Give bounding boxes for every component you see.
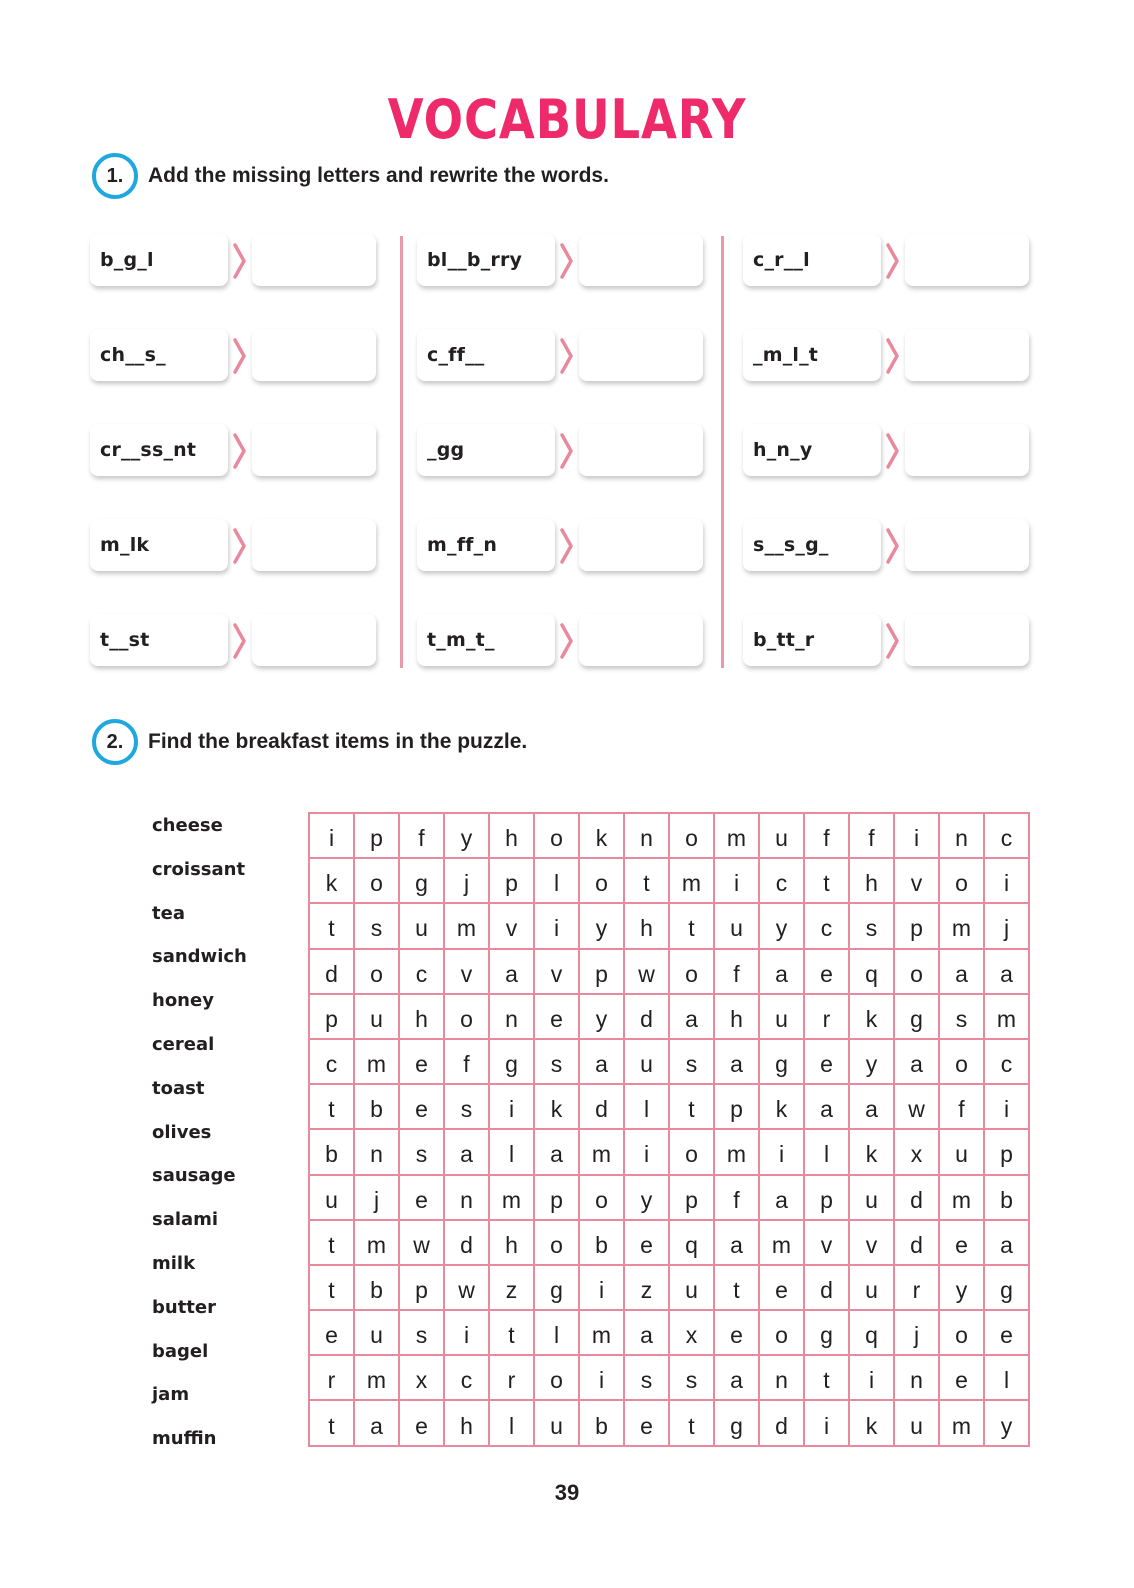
grid-cell[interactable]: p [310, 995, 355, 1040]
incomplete-word: _gg [417, 424, 555, 476]
grid-cell[interactable]: v [805, 1221, 850, 1266]
grid-cell[interactable]: v [895, 859, 940, 904]
word-list-item: jam [152, 1384, 190, 1406]
grid-cell[interactable]: e [310, 1311, 355, 1356]
grid-cell[interactable]: f [445, 1040, 490, 1085]
grid-cell[interactable]: f [715, 1176, 760, 1221]
grid-cell[interactable]: o [670, 950, 715, 995]
grid-cell[interactable]: s [400, 1311, 445, 1356]
word-list [152, 808, 282, 1465]
word-list-item: muffin [152, 1428, 217, 1450]
grid-cell[interactable]: u [310, 1176, 355, 1221]
grid-cell[interactable]: c [760, 859, 805, 904]
grid-cell[interactable]: l [490, 1401, 535, 1446]
grid-cell[interactable]: a [760, 950, 805, 995]
exercise-2-number: 2. [92, 719, 138, 765]
grid-cell[interactable]: l [535, 859, 580, 904]
grid-cell[interactable]: u [895, 1401, 940, 1446]
word-list-item: butter [152, 1296, 216, 1318]
grid-cell[interactable]: l [805, 1130, 850, 1175]
grid-cell[interactable]: r [895, 1266, 940, 1311]
grid-cell[interactable]: e [400, 1040, 445, 1085]
grid-cell[interactable]: o [580, 859, 625, 904]
grid-cell[interactable]: k [850, 1401, 895, 1446]
grid-cell[interactable]: o [760, 1311, 805, 1356]
chevron-right-icon [885, 528, 901, 564]
chevron-right-icon [885, 623, 901, 659]
grid-cell[interactable]: c [805, 904, 850, 949]
grid-cell[interactable]: o [445, 995, 490, 1040]
grid-cell[interactable]: d [895, 1176, 940, 1221]
grid-cell[interactable]: d [805, 1266, 850, 1311]
page-title: VOCABULARY [387, 88, 747, 151]
grid-cell[interactable]: p [715, 1085, 760, 1130]
grid-cell[interactable]: t [310, 1221, 355, 1266]
answer-box[interactable] [579, 519, 703, 571]
grid-cell[interactable]: i [625, 1130, 670, 1175]
grid-cell[interactable]: x [670, 1311, 715, 1356]
grid-cell[interactable]: z [625, 1266, 670, 1311]
grid-cell[interactable]: p [355, 814, 400, 859]
grid-cell[interactable]: u [400, 904, 445, 949]
grid-cell[interactable]: f [805, 814, 850, 859]
word-search-grid [308, 812, 1030, 1447]
grid-cell[interactable]: m [445, 904, 490, 949]
grid-cell[interactable]: e [715, 1311, 760, 1356]
grid-cell[interactable]: x [895, 1130, 940, 1175]
grid-cell[interactable]: n [355, 1130, 400, 1175]
grid-cell[interactable]: o [670, 1130, 715, 1175]
word-list-item: tea [152, 902, 185, 924]
grid-cell[interactable]: a [445, 1130, 490, 1175]
grid-cell[interactable]: m [580, 1311, 625, 1356]
grid-cell[interactable]: z [490, 1266, 535, 1311]
grid-cell[interactable]: n [895, 1356, 940, 1401]
chevron-right-icon [559, 243, 575, 279]
grid-cell[interactable]: o [940, 1040, 985, 1085]
chevron-right-icon [232, 433, 248, 469]
grid-cell[interactable]: y [580, 995, 625, 1040]
grid-cell[interactable]: p [400, 1266, 445, 1311]
incomplete-word: m_ff_n [417, 519, 555, 571]
page-number: 39 [554, 1480, 580, 1505]
grid-cell[interactable]: v [445, 950, 490, 995]
grid-cell[interactable]: l [985, 1356, 1030, 1401]
grid-cell[interactable]: i [985, 859, 1030, 904]
grid-cell[interactable]: a [490, 950, 535, 995]
grid-cell[interactable]: h [625, 904, 670, 949]
grid-cell[interactable]: u [670, 1266, 715, 1311]
grid-cell[interactable]: e [400, 1401, 445, 1446]
exercise-2-header [92, 718, 527, 766]
grid-cell[interactable]: e [760, 1266, 805, 1311]
incomplete-word: b_g_l [90, 234, 228, 286]
answer-box[interactable] [905, 234, 1029, 286]
grid-cell[interactable]: a [850, 1085, 895, 1130]
grid-cell[interactable]: s [625, 1356, 670, 1401]
grid-cell[interactable]: i [985, 1085, 1030, 1130]
answer-box[interactable] [579, 424, 703, 476]
grid-cell[interactable]: i [895, 814, 940, 859]
grid-cell[interactable]: n [760, 1356, 805, 1401]
grid-cell[interactable]: y [625, 1176, 670, 1221]
grid-cell[interactable]: s [670, 1040, 715, 1085]
grid-cell[interactable]: m [940, 1176, 985, 1221]
exercise-1-header [92, 152, 609, 200]
answer-box[interactable] [252, 614, 376, 666]
grid-cell[interactable]: g [760, 1040, 805, 1085]
grid-cell[interactable]: m [715, 814, 760, 859]
incomplete-word: t__st [90, 614, 228, 666]
grid-cell[interactable]: s [445, 1085, 490, 1130]
grid-cell[interactable]: h [715, 995, 760, 1040]
grid-cell[interactable]: i [850, 1356, 895, 1401]
grid-cell[interactable]: d [895, 1221, 940, 1266]
grid-cell[interactable]: m [940, 904, 985, 949]
grid-cell[interactable]: m [940, 1401, 985, 1446]
incomplete-word: c_ff__ [417, 329, 555, 381]
column-divider [721, 236, 724, 668]
grid-cell[interactable]: v [850, 1221, 895, 1266]
grid-cell[interactable]: k [850, 1130, 895, 1175]
grid-cell[interactable]: c [445, 1356, 490, 1401]
chevron-right-icon [232, 243, 248, 279]
grid-cell[interactable]: f [400, 814, 445, 859]
grid-cell[interactable]: u [850, 1176, 895, 1221]
grid-cell[interactable]: a [580, 1040, 625, 1085]
grid-cell[interactable]: p [895, 904, 940, 949]
grid-cell[interactable]: t [310, 1085, 355, 1130]
grid-cell[interactable]: d [760, 1401, 805, 1446]
chevron-right-icon [232, 623, 248, 659]
grid-cell[interactable]: h [490, 814, 535, 859]
grid-cell[interactable]: e [805, 950, 850, 995]
grid-cell[interactable]: a [355, 1401, 400, 1446]
grid-cell[interactable]: t [715, 1266, 760, 1311]
grid-cell[interactable]: u [355, 1311, 400, 1356]
grid-cell[interactable]: e [940, 1356, 985, 1401]
grid-cell[interactable]: k [580, 814, 625, 859]
grid-cell[interactable]: t [310, 904, 355, 949]
grid-cell[interactable]: m [355, 1221, 400, 1266]
grid-cell[interactable]: a [535, 1130, 580, 1175]
grid-cell[interactable]: e [805, 1040, 850, 1085]
grid-cell[interactable]: a [985, 1221, 1030, 1266]
grid-cell[interactable]: u [715, 904, 760, 949]
grid-cell[interactable]: g [535, 1266, 580, 1311]
grid-cell[interactable]: l [535, 1311, 580, 1356]
grid-cell[interactable]: t [310, 1401, 355, 1446]
grid-cell[interactable]: i [490, 1085, 535, 1130]
grid-cell[interactable]: h [490, 1221, 535, 1266]
chevron-right-icon [559, 623, 575, 659]
grid-cell[interactable]: x [400, 1356, 445, 1401]
grid-cell[interactable]: e [985, 1311, 1030, 1356]
incomplete-word: c_r__l [743, 234, 881, 286]
answer-box[interactable] [905, 329, 1029, 381]
grid-cell[interactable]: m [580, 1130, 625, 1175]
grid-cell[interactable]: e [625, 1221, 670, 1266]
grid-cell[interactable]: p [985, 1130, 1030, 1175]
grid-cell[interactable]: d [445, 1221, 490, 1266]
answer-box[interactable] [252, 424, 376, 476]
grid-cell[interactable]: t [310, 1266, 355, 1311]
grid-cell[interactable]: o [670, 814, 715, 859]
grid-cell[interactable]: h [850, 859, 895, 904]
grid-cell[interactable]: b [580, 1221, 625, 1266]
grid-cell[interactable]: j [355, 1176, 400, 1221]
grid-cell[interactable]: m [715, 1130, 760, 1175]
incomplete-word: b_tt_r [743, 614, 881, 666]
grid-cell[interactable]: c [985, 1040, 1030, 1085]
grid-cell[interactable]: e [625, 1401, 670, 1446]
grid-cell[interactable]: b [355, 1266, 400, 1311]
chevron-right-icon [559, 338, 575, 374]
word-list-item: toast [152, 1077, 205, 1099]
chevron-right-icon [885, 338, 901, 374]
grid-cell[interactable]: a [715, 1356, 760, 1401]
grid-cell[interactable]: a [805, 1085, 850, 1130]
answer-box[interactable] [579, 234, 703, 286]
grid-cell[interactable]: d [580, 1085, 625, 1130]
grid-cell[interactable]: y [580, 904, 625, 949]
grid-cell[interactable]: o [535, 1221, 580, 1266]
grid-cell[interactable]: t [805, 859, 850, 904]
grid-cell[interactable]: d [625, 995, 670, 1040]
word-list-item: olives [152, 1121, 212, 1143]
grid-cell[interactable]: k [310, 859, 355, 904]
answer-box[interactable] [905, 519, 1029, 571]
answer-box[interactable] [579, 329, 703, 381]
grid-cell[interactable]: i [760, 1130, 805, 1175]
exercise-1-instruction: Add the missing letters and rewrite the words. [148, 164, 609, 187]
incomplete-word: t_m_t_ [417, 614, 555, 666]
grid-cell[interactable]: s [940, 995, 985, 1040]
grid-cell[interactable]: m [490, 1176, 535, 1221]
grid-cell[interactable]: s [670, 1356, 715, 1401]
grid-cell[interactable]: t [625, 859, 670, 904]
grid-cell[interactable]: a [625, 1311, 670, 1356]
answer-box[interactable] [905, 614, 1029, 666]
grid-cell[interactable]: p [580, 950, 625, 995]
chevron-right-icon [559, 528, 575, 564]
column-divider [400, 236, 403, 668]
grid-cell[interactable]: o [355, 950, 400, 995]
word-list-item: croissant [152, 858, 246, 880]
word-list-item: milk [152, 1252, 196, 1274]
word-list-item: salami [152, 1209, 219, 1231]
grid-cell[interactable]: t [670, 1085, 715, 1130]
word-list-item: sausage [152, 1165, 236, 1187]
grid-cell[interactable]: j [985, 904, 1030, 949]
grid-cell[interactable]: w [625, 950, 670, 995]
grid-cell[interactable]: s [400, 1130, 445, 1175]
grid-cell[interactable]: g [985, 1266, 1030, 1311]
grid-cell[interactable]: g [400, 859, 445, 904]
incomplete-word: bl__b_rry [417, 234, 555, 286]
grid-cell[interactable]: t [670, 1401, 715, 1446]
incomplete-word: m_lk [90, 519, 228, 571]
grid-cell[interactable]: f [850, 814, 895, 859]
grid-cell[interactable]: i [580, 1266, 625, 1311]
grid-cell[interactable]: w [895, 1085, 940, 1130]
grid-cell[interactable]: n [625, 814, 670, 859]
answer-box[interactable] [579, 614, 703, 666]
grid-cell[interactable]: u [625, 1040, 670, 1085]
grid-cell[interactable]: r [490, 1356, 535, 1401]
grid-cell[interactable]: k [850, 995, 895, 1040]
grid-cell[interactable]: e [535, 995, 580, 1040]
grid-cell[interactable]: y [445, 814, 490, 859]
grid-cell[interactable]: e [400, 1176, 445, 1221]
incomplete-word: ch__s_ [90, 329, 228, 381]
grid-cell[interactable]: f [715, 950, 760, 995]
incomplete-word: h_n_y [743, 424, 881, 476]
grid-cell[interactable]: q [850, 1311, 895, 1356]
grid-cell[interactable]: a [940, 950, 985, 995]
grid-cell[interactable]: e [400, 1085, 445, 1130]
grid-cell[interactable]: i [310, 814, 355, 859]
grid-cell[interactable]: t [490, 1311, 535, 1356]
grid-cell[interactable]: u [535, 1401, 580, 1446]
grid-cell[interactable]: c [985, 814, 1030, 859]
chevron-right-icon [885, 243, 901, 279]
grid-cell[interactable]: y [850, 1040, 895, 1085]
answer-box[interactable] [252, 519, 376, 571]
grid-cell[interactable]: i [715, 859, 760, 904]
grid-cell[interactable]: q [850, 950, 895, 995]
grid-cell[interactable]: j [445, 859, 490, 904]
grid-cell[interactable]: a [895, 1040, 940, 1085]
grid-cell[interactable]: o [940, 1311, 985, 1356]
grid-cell[interactable]: t [670, 904, 715, 949]
grid-cell[interactable]: l [625, 1085, 670, 1130]
grid-cell[interactable]: u [850, 1266, 895, 1311]
grid-cell[interactable]: a [715, 1221, 760, 1266]
grid-cell[interactable]: a [985, 950, 1030, 995]
grid-cell[interactable]: r [805, 995, 850, 1040]
word-list-item: bagel [152, 1340, 209, 1362]
grid-cell[interactable]: i [535, 904, 580, 949]
grid-cell[interactable]: n [445, 1176, 490, 1221]
word-list-item: cereal [152, 1033, 215, 1055]
grid-cell[interactable]: m [985, 995, 1030, 1040]
word-list-item: cheese [152, 815, 223, 836]
grid-cell[interactable]: s [535, 1040, 580, 1085]
grid-cell[interactable]: j [895, 1311, 940, 1356]
grid-cell[interactable]: r [310, 1356, 355, 1401]
grid-cell[interactable]: n [490, 995, 535, 1040]
grid-cell[interactable]: l [490, 1130, 535, 1175]
grid-cell[interactable]: o [355, 859, 400, 904]
grid-cell[interactable]: o [535, 1356, 580, 1401]
grid-cell[interactable]: i [805, 1401, 850, 1446]
chevron-right-icon [559, 433, 575, 469]
word-list-item: sandwich [152, 946, 247, 968]
grid-cell[interactable]: o [580, 1176, 625, 1221]
grid-cell[interactable]: f [940, 1085, 985, 1130]
grid-cell[interactable]: m [760, 1221, 805, 1266]
grid-cell[interactable]: p [670, 1176, 715, 1221]
grid-cell[interactable]: g [715, 1401, 760, 1446]
grid-cell[interactable]: o [940, 859, 985, 904]
chevron-right-icon [885, 433, 901, 469]
incomplete-word: cr__ss_nt [90, 424, 228, 476]
grid-cell[interactable]: a [715, 1040, 760, 1085]
grid-cell[interactable]: m [670, 859, 715, 904]
grid-cell[interactable]: i [445, 1311, 490, 1356]
grid-cell[interactable]: p [490, 859, 535, 904]
grid-cell[interactable]: a [760, 1176, 805, 1221]
grid-cell[interactable]: h [400, 995, 445, 1040]
grid-cell[interactable]: p [535, 1176, 580, 1221]
grid-cell[interactable]: k [535, 1085, 580, 1130]
grid-cell[interactable]: o [535, 814, 580, 859]
grid-cell[interactable]: e [940, 1221, 985, 1266]
answer-box[interactable] [252, 234, 376, 286]
grid-cell[interactable]: v [535, 950, 580, 995]
grid-cell[interactable]: u [940, 1130, 985, 1175]
grid-cell[interactable]: s [355, 904, 400, 949]
grid-cell[interactable]: t [805, 1356, 850, 1401]
grid-cell[interactable]: d [310, 950, 355, 995]
grid-cell[interactable]: i [580, 1356, 625, 1401]
grid-cell[interactable]: b [310, 1130, 355, 1175]
grid-cell[interactable]: a [670, 995, 715, 1040]
grid-cell[interactable]: s [850, 904, 895, 949]
grid-cell[interactable]: o [895, 950, 940, 995]
grid-cell[interactable]: c [400, 950, 445, 995]
grid-cell[interactable]: b [355, 1085, 400, 1130]
grid-cell[interactable]: y [760, 904, 805, 949]
incomplete-word: _m_l_t [743, 329, 881, 381]
grid-cell[interactable]: g [490, 1040, 535, 1085]
grid-cell[interactable]: b [985, 1176, 1030, 1221]
grid-cell[interactable]: n [940, 814, 985, 859]
chevron-right-icon [232, 338, 248, 374]
answer-box[interactable] [252, 329, 376, 381]
answer-box[interactable] [905, 424, 1029, 476]
grid-cell[interactable]: w [445, 1266, 490, 1311]
grid-cell[interactable]: p [805, 1176, 850, 1221]
grid-cell[interactable]: u [760, 814, 805, 859]
grid-cell[interactable]: h [445, 1401, 490, 1446]
grid-cell[interactable]: w [400, 1221, 445, 1266]
grid-cell[interactable]: q [670, 1221, 715, 1266]
incomplete-word: s__s_g_ [743, 519, 881, 571]
grid-cell[interactable]: y [940, 1266, 985, 1311]
grid-cell[interactable]: y [985, 1401, 1030, 1446]
word-list-item: honey [152, 990, 214, 1012]
grid-cell[interactable]: k [760, 1085, 805, 1130]
grid-cell[interactable]: b [580, 1401, 625, 1446]
grid-cell[interactable]: m [355, 1040, 400, 1085]
exercise-2-instruction: Find the breakfast items in the puzzle. [148, 730, 528, 753]
grid-cell[interactable]: g [805, 1311, 850, 1356]
grid-cell[interactable]: m [355, 1356, 400, 1401]
grid-cell[interactable]: u [760, 995, 805, 1040]
grid-cell[interactable]: v [490, 904, 535, 949]
grid-cell[interactable]: c [310, 1040, 355, 1085]
grid-cell[interactable]: u [355, 995, 400, 1040]
grid-cell[interactable]: g [895, 995, 940, 1040]
chevron-right-icon [232, 528, 248, 564]
exercise-1-number: 1. [92, 153, 138, 199]
